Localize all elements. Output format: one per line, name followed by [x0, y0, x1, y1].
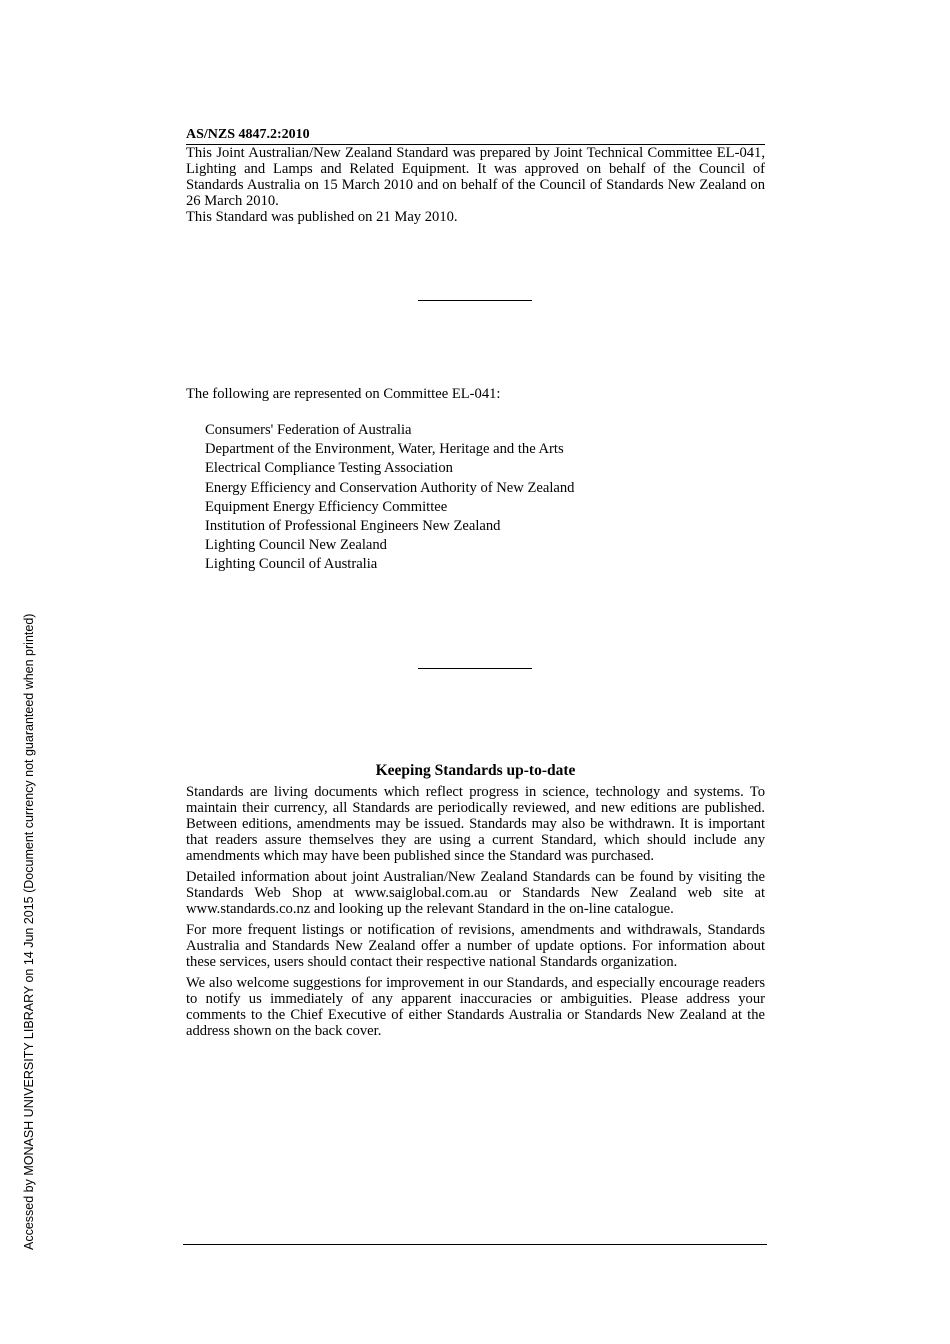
- standard-number-heading: AS/NZS 4847.2:2010: [186, 126, 765, 145]
- preparation-paragraph: This Joint Australian/New Zealand Standard was prepared by Joint Technical Committee EL-041, Lighting and Lamps and Related Equipment. It was approved on behalf of the Council of Standards Australia on 15 March 2010 and on behalf of the Council of Standards New Zealand on 26 March 2010.: [186, 145, 765, 209]
- committee-member-list: [205, 421, 574, 575]
- body-paragraph: Standards are living documents which reflect progress in science, technology and systems. To maintain their currency, all Standards are periodically reviewed, and new editions are published. Between editions, amendments may be issued. Standards may also be withdrawn. It is important that readers assure themselves they are using a current Standard, which should include any amendments which may have been published since the Standard was purchased.: [186, 784, 765, 864]
- list-item: Equipment Energy Efficiency Committee: [205, 498, 448, 515]
- section-divider: [418, 300, 532, 301]
- committee-intro: The following are represented on Committee EL-041:: [186, 386, 501, 402]
- list-item: Energy Efficiency and Conservation Authority of New Zealand: [205, 479, 575, 496]
- footer-rule: [183, 1244, 767, 1245]
- body-paragraph: We also welcome suggestions for improvement in our Standards, and especially encourage readers to notify us immediately of any apparent inaccuracies or ambiguities. Please address your comments to the Chief Executive of either Standards Australia or Standards New Zealand at the address shown on the back cover.: [186, 975, 765, 1039]
- list-item: Lighting Council New Zealand: [205, 537, 387, 554]
- list-item: Consumers' Federation of Australia: [205, 422, 412, 438]
- list-item: Lighting Council of Australia: [205, 556, 378, 573]
- section-heading: Keeping Standards up-to-date: [375, 762, 576, 779]
- section-divider: [418, 668, 532, 669]
- access-watermark-note: Accessed by MONASH UNIVERSITY LIBRARY on 14 Jun 2015 (Document currency not guaranteed when printed): [22, 613, 36, 1250]
- keeping-standards-body: [186, 784, 765, 1044]
- list-item: Department of the Environment, Water, Heritage and the Arts: [205, 441, 564, 458]
- list-item: Institution of Professional Engineers New Zealand: [205, 518, 501, 535]
- body-paragraph: For more frequent listings or notification of revisions, amendments and withdrawals, Standards Australia and Standards New Zealand offer a number of update options. For information about these services, users should contact their respective national Standards organization.: [186, 922, 765, 970]
- list-item: Electrical Compliance Testing Association: [205, 460, 453, 477]
- body-paragraph: Detailed information about joint Australian/New Zealand Standards can be found by visiting the Standards Web Shop at www.saiglobal.com.au or Standards New Zealand web site at www.standards.co.nz and looking up the relevant Standard in the on-line catalogue.: [186, 869, 765, 917]
- publication-date-text: This Standard was published on 21 May 2010.: [186, 209, 458, 225]
- preparation-block: [186, 145, 765, 225]
